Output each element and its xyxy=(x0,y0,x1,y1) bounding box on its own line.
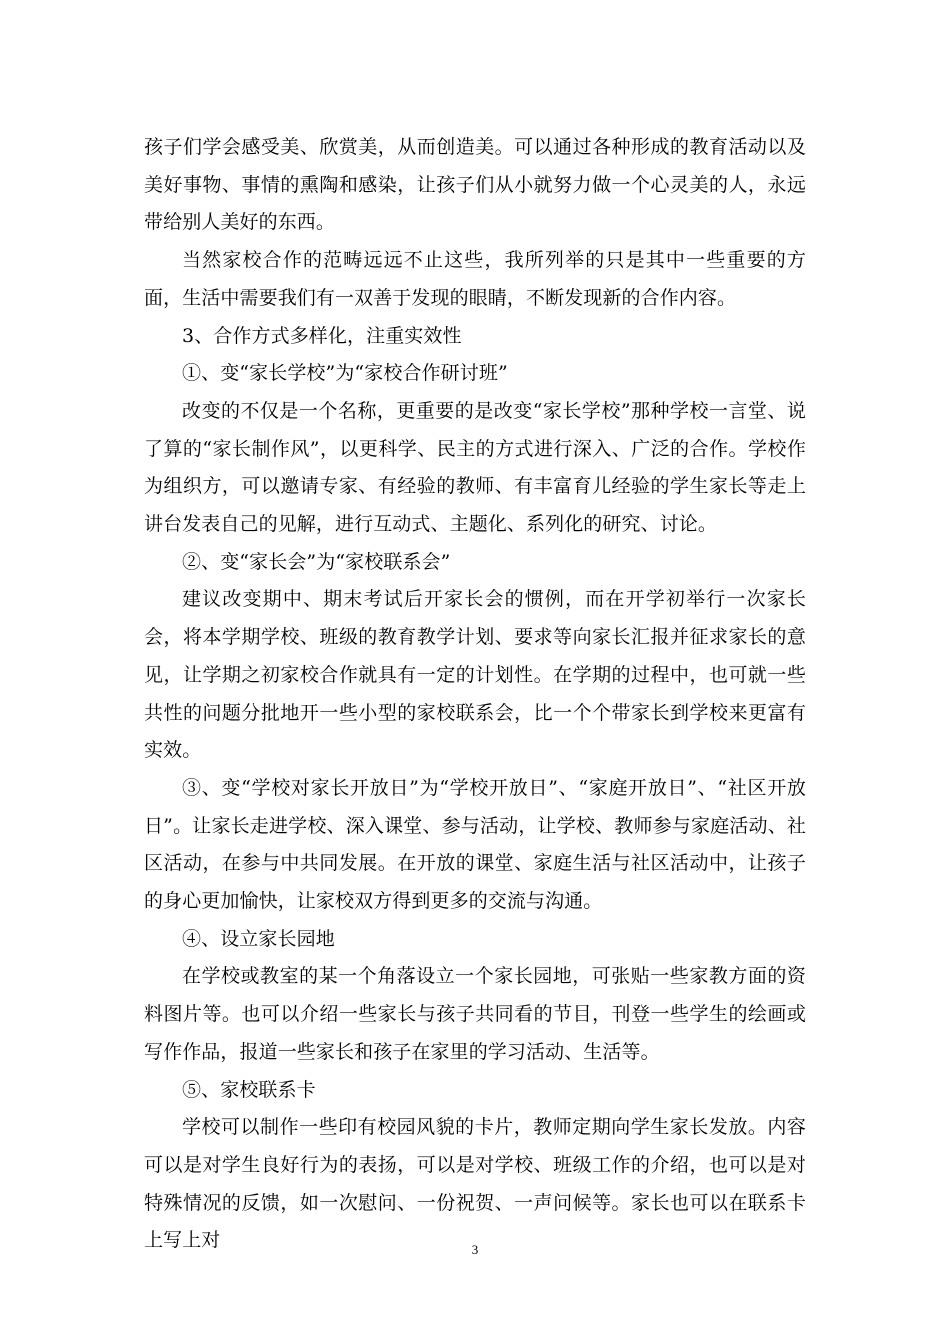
paragraph: 当然家校合作的范畴远远不止这些，我所列举的只是其中一些重要的方面，生活中需要我们有一双善于发现的眼睛，不断发现新的合作内容。 xyxy=(144,249,806,309)
paragraph: 在学校或教室的某一个角落设立一个家长园地，可张贴一些家教方面的资料图片等。也可以介绍一些家长与孩子共同看的节目，刊登一些学生的绘画或写作作品，报道一些家长和孩子在家里的学习活动、生活等。 xyxy=(144,965,806,1063)
paragraph: 改变的不仅是一个名称，更重要的是改变“家长学校”那种学校一言堂、说了算的“家长制作风”，以更科学、民主的方式进行深入、广泛的合作。学校作为组织方，可以邀请专家、有经验的教师、有丰富育儿经验的学生家长等走上讲台发表自己的见解，进行互动式、主题化、系列化的研究、讨论。 xyxy=(144,399,806,536)
paragraph: ③、变“学校对家长开放日”为“学校开放日”、“家庭开放日”、“社区开放日”。让家长走进学校、深入课堂、参与活动，让学校、教师参与家庭活动、社区活动，在参与中共同发展。在开放的课堂、家庭生活与社区活动中，让孩子的身心更加愉快，让家校双方得到更多的交流与沟通。 xyxy=(144,776,806,913)
subsection-heading: ②、变“家长会”为“家校联系会” xyxy=(182,550,451,573)
paragraph: 孩子们学会感受美、欣赏美，从而创造美。可以通过各种形成的教育活动以及美好事物、事情的熏陶和感染，让孩子们从小就努力做一个心灵美的人，永远带给别人美好的东西。 xyxy=(144,136,806,234)
subsection-heading: ④、设立家长园地 xyxy=(182,927,335,950)
paragraph: 建议改变期中、期末考试后开家长会的惯例，而在开学初举行一次家长会，将本学期学校、班级的教育教学计划、要求等向家长汇报并征求家长的意见，让学期之初家校合作就具有一定的计划性。在学期的过程中，也可就一些共性的问题分批地开一些小型的家校联系会，比一个个带家长到学校来更富有实效。 xyxy=(144,588,806,762)
subsection-heading: ①、变“家长学校”为“家校合作研讨班” xyxy=(182,362,508,385)
body-text xyxy=(144,129,806,1260)
page-number: 3 xyxy=(471,1242,479,1257)
section-heading: 3、合作方式多样化，注重实效性 xyxy=(182,324,462,347)
subsection-heading: ⑤、家校联系卡 xyxy=(182,1078,316,1101)
paragraph: 学校可以制作一些印有校园风貌的卡片，教师定期向学生家长发放。内容可以是对学生良好行为的表扬，可以是对学校、班级工作的介绍，也可以是对特殊情况的反馈，如一次慰问、一份祝贺、一声问候等。家长也可以在联系卡上写上对 xyxy=(144,1116,806,1252)
